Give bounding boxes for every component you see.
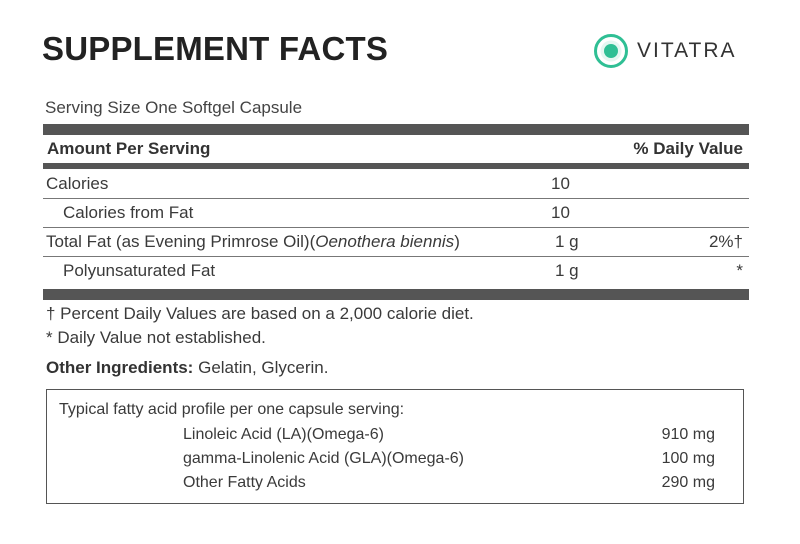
other-ingredients-label: Other Ingredients: xyxy=(46,358,194,377)
fatty-acid-amount: 910 mg xyxy=(661,426,715,443)
table-row xyxy=(43,256,749,284)
other-ingredients xyxy=(46,358,328,378)
table-row xyxy=(43,169,749,197)
fatty-acid-name: gamma-Linolenic Acid (GLA)(Omega-6) xyxy=(183,450,464,467)
list-item xyxy=(47,450,743,474)
nutrient-name-latin: Oenothera biennis xyxy=(315,232,455,251)
nutrient-name-close: ) xyxy=(454,232,460,251)
fatty-acid-name: Linoleic Acid (LA)(Omega-6) xyxy=(183,426,384,443)
vitatra-logo-icon xyxy=(594,34,628,68)
serving-size: Serving Size One Softgel Capsule xyxy=(45,98,303,117)
nutrient-amount: 10 xyxy=(551,174,570,193)
amount-per-serving-header: Amount Per Serving xyxy=(47,139,211,158)
nutrient-name: Polyunsaturated Fat xyxy=(63,261,216,280)
footnote-star: * Daily Value not established. xyxy=(46,328,266,347)
nutrient-name xyxy=(46,232,460,252)
nutrient-daily-value: 2%† xyxy=(708,232,743,251)
fatty-acid-amount: 100 mg xyxy=(661,450,715,467)
nutrient-amount: 1 g xyxy=(555,232,579,251)
fatty-acid-profile-title: Typical fatty acid profile per one capsule serving: xyxy=(59,401,405,418)
fatty-acid-profile-box xyxy=(46,389,744,504)
daily-value-header: % Daily Value xyxy=(633,139,743,158)
nutrient-amount: 1 g xyxy=(555,261,579,280)
nutrient-name-main: Total Fat (as Evening Primrose Oil)( xyxy=(46,232,316,251)
list-item xyxy=(47,474,743,498)
nutrient-daily-value: * xyxy=(736,261,743,280)
nutrient-name: Calories xyxy=(46,174,109,193)
brand-name: VITATRA xyxy=(637,39,737,62)
table-header-row xyxy=(43,134,749,162)
table-row xyxy=(43,227,749,255)
fatty-acid-name: Other Fatty Acids xyxy=(183,474,306,491)
page-title: SUPPLEMENT FACTS xyxy=(42,30,389,67)
other-ingredients-value: Gelatin, Glycerin. xyxy=(198,358,329,377)
list-item xyxy=(47,426,743,450)
footnote-dagger: † Percent Daily Values are based on a 2,000 calorie diet. xyxy=(46,304,474,323)
table-row xyxy=(43,198,749,226)
bottom-thick-rule xyxy=(43,289,749,300)
nutrient-name: Calories from Fat xyxy=(63,203,194,222)
nutrient-amount: 10 xyxy=(551,203,570,222)
brand-logo xyxy=(594,34,737,68)
fatty-acid-amount: 290 mg xyxy=(661,474,715,491)
